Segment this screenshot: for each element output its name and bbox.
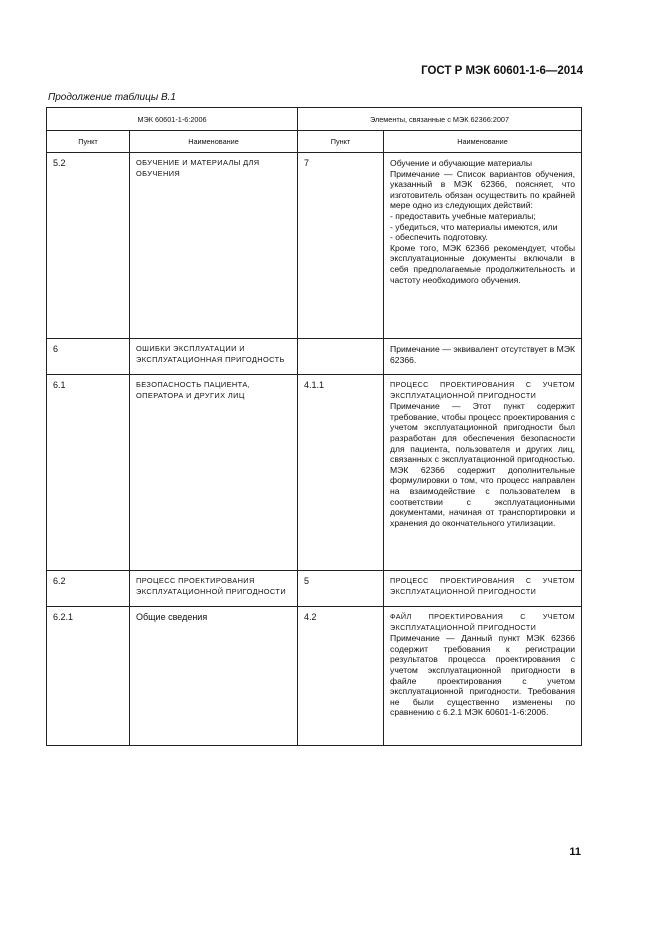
desc-line: Примечание — Данный пункт МЭК 62366 содержит требования к регистрации результатов процесса проектирования с учетом эксплуатационной пригодности в файле проектирования с учетом эксплуатационной пригодности. Требования не были существенно изменены по сравнению с 6.2.1 МЭК 60601-1-6:2006. [390, 633, 576, 718]
desc-line: ФАЙЛ ПРОЕКТИРОВАНИЯ С УЧЕТОМ ЭКСПЛУАТАЦИОННОЙ ПРИГОДНОСТИ [390, 612, 576, 632]
desc-line: Обучение и обучающие материалы [390, 158, 533, 168]
desc-line: Примечание — эквивалент отсутствует в МЭК 62366. [390, 344, 576, 365]
row-ref: 4.1.1 [298, 375, 384, 571]
row-number: 6.2.1 [47, 607, 130, 746]
row-number: 6 [47, 339, 130, 375]
document-code: ГОСТ Р МЭК 60601-1-6—2014 [421, 65, 583, 77]
desc-line: Кроме того, МЭК 62366 рекомендует, чтобы эксплуатационные документы включали в себя предполагаемые продолжительность и частоту необходимого обучения. [390, 242, 576, 285]
row-ref: 4.2 [298, 607, 384, 746]
comparison-table [46, 107, 582, 746]
row-number: 5.2 [47, 153, 130, 339]
row-name: БЕЗОПАСНОСТЬ ПАЦИЕНТА, ОПЕРАТОРА И ДРУГИХ ЛИЦ [130, 375, 298, 571]
row-name: ОБУЧЕНИЕ И МАТЕРИАЛЫ ДЛЯ ОБУЧЕНИЯ [130, 153, 298, 339]
row-ref [298, 339, 384, 375]
row-desc [384, 153, 582, 339]
row-name: ОШИБКИ ЭКСПЛУАТАЦИИ И ЭКСПЛУАТАЦИОННАЯ ПРИГОДНОСТЬ [130, 339, 298, 375]
header-item: Пункт [47, 131, 130, 153]
header-group-right: Элементы, связанные с МЭК 62366:2007 [298, 108, 582, 131]
table-row [47, 607, 582, 746]
row-desc [384, 607, 582, 746]
row-ref: 5 [298, 571, 384, 607]
desc-line: Примечание — Список вариантов обучения, указанный в МЭК 62366, поясняет, что изготовитель обязан осуществить по крайней мере одно из следующих действий: [390, 168, 576, 211]
row-ref: 7 [298, 153, 384, 339]
table-row [47, 571, 582, 607]
row-name: Общие сведения [130, 607, 298, 746]
desc-line: Примечание — Этот пункт содержит требование, чтобы процесс проектирования с учетом эксплуатационной пригодности был разработан для обеспечения безопасности для пациента, пользователя и других лиц, связанных с эксплуатационной пригодностью. МЭК 62366 содержит дополнительные формулировки о том, что процесс направлен на взаимодействие с пользователем в соответствии с эксплуатационными документами, начиная от транспортировки и хранения до окончательного утилизации. [390, 401, 576, 528]
table-header-group-row [47, 108, 582, 131]
desc-line: - убедиться, что материалы имеются, или [390, 221, 558, 232]
header-name-2: Наименование [384, 131, 582, 153]
row-number: 6.1 [47, 375, 130, 571]
page-number: 11 [569, 846, 581, 858]
table-row [47, 339, 582, 375]
desc-line: ПРОЦЕСС ПРОЕКТИРОВАНИЯ С УЧЕТОМ ЭКСПЛУАТАЦИОННОЙ ПРИГОДНОСТИ [390, 576, 576, 596]
header-item-2: Пункт [298, 131, 384, 153]
row-desc [384, 375, 582, 571]
row-name: ПРОЦЕСС ПРОЕКТИРОВАНИЯ ЭКСПЛУАТАЦИОННОЙ ПРИГОДНОСТИ [130, 571, 298, 607]
header-group-left: МЭК 60601-1-6:2006 [47, 108, 298, 131]
desc-line: - предоставить учебные материалы; [390, 210, 536, 221]
row-number: 6.2 [47, 571, 130, 607]
table-header-row [47, 131, 582, 153]
row-desc [384, 339, 582, 375]
table-row [47, 153, 582, 339]
table-caption: Продолжение таблицы В.1 [48, 92, 176, 103]
desc-line: - обеспечить подготовку. [390, 232, 488, 243]
desc-line: ПРОЦЕСС ПРОЕКТИРОВАНИЯ С УЧЕТОМ ЭКСПЛУАТАЦИОННОЙ ПРИГОДНОСТИ [390, 380, 576, 400]
header-name: Наименование [130, 131, 298, 153]
table-row [47, 375, 582, 571]
row-desc [384, 571, 582, 607]
